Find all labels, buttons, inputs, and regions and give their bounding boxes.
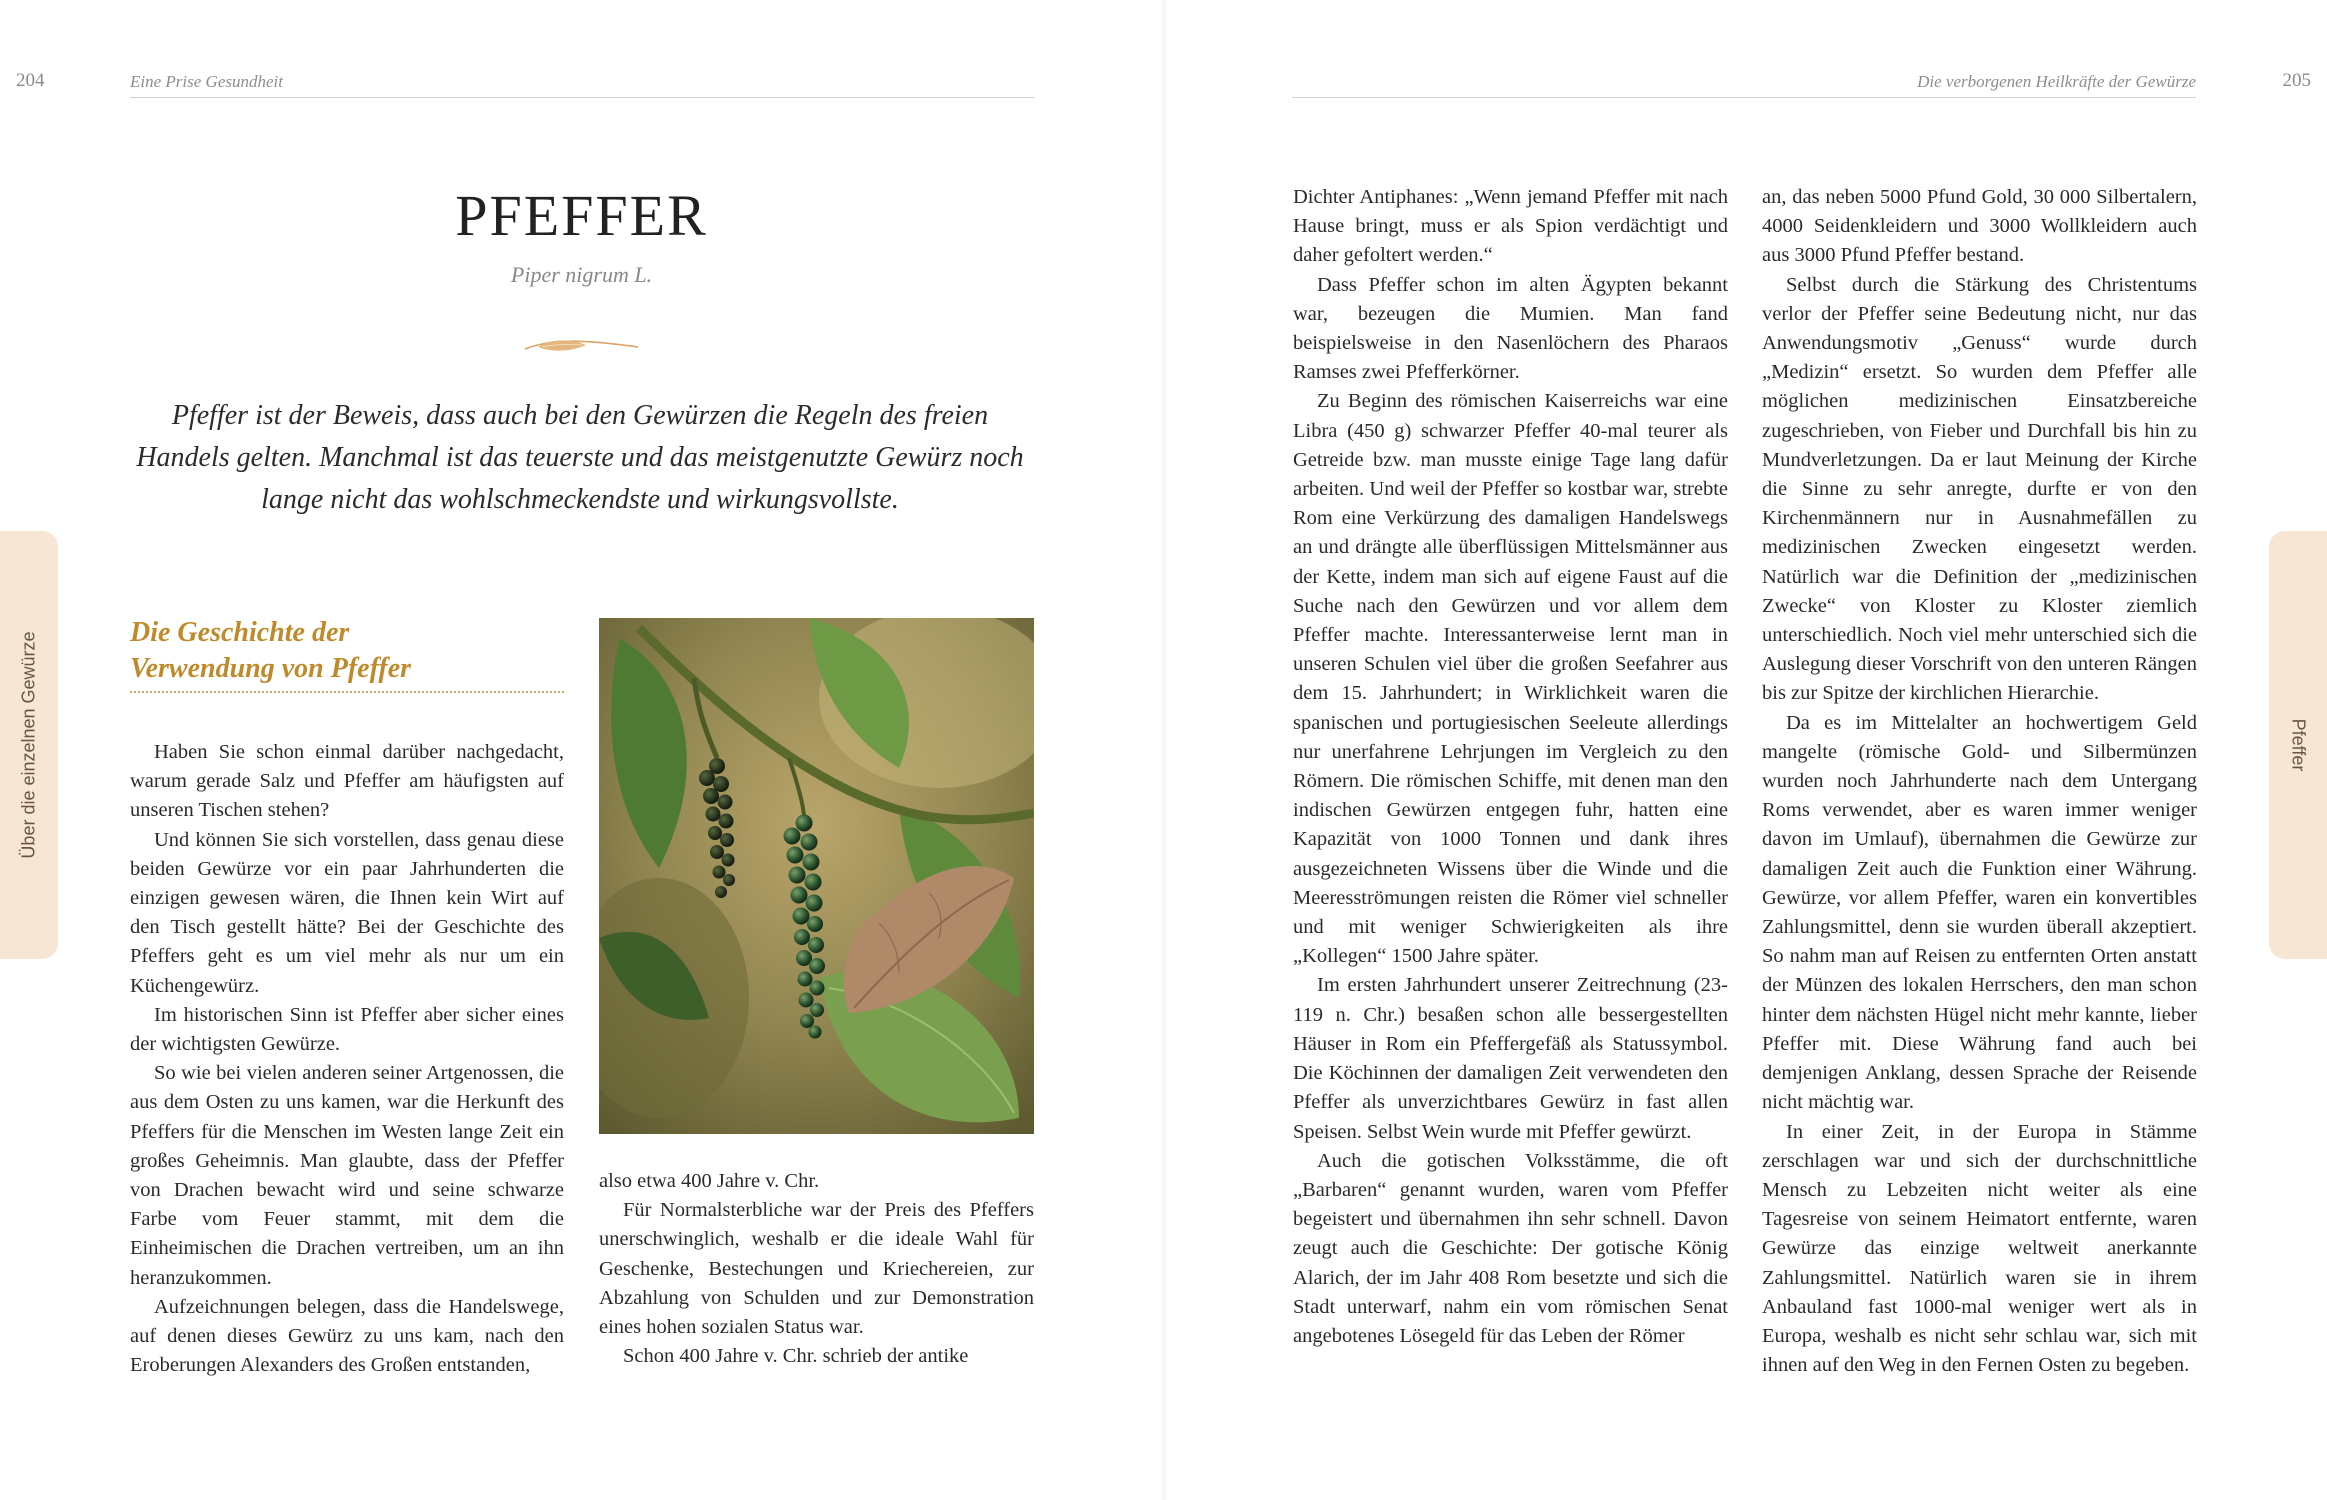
- paragraph: Haben Sie schon einmal darüber nachgedacht, warum gerade Salz und Pfeffer am häufigsten auf unseren Tischen stehen?: [130, 741, 564, 822]
- paragraph: Für Normalsterbliche war der Preis des Pfeffers unerschwinglich, weshalb er die ideale Wahl für Geschenke, Bestechungen und Kriechereien, zur Abzahlung von Schulden und zur Demonstration eines hohen sozialen Status war.: [599, 1199, 1034, 1339]
- right-side-tab[interactable]: [2269, 531, 2327, 959]
- right-column-1: [1293, 183, 1728, 1351]
- page-title: PFEFFER: [455, 183, 708, 248]
- paragraph: Schon 400 Jahre v. Chr. schrieb der antike: [623, 1345, 969, 1368]
- botanical-name: Piper nigrum L.: [510, 262, 653, 287]
- paragraph: Auch die gotischen Volksstämme, die oft „Barbaren“ genannt wurden, waren vom Pfeffer begeistert und übernahmen ihn sehr schnell. Davon zeugt auch die Geschichte: Der gotische König Alarich, der im Jahr 408 Rom besetzte und sich die Stadt unterwarf, nahm ein vom römischen Senat angebotenes Lösegeld für das Leben der Römer: [1293, 1149, 1728, 1347]
- left-page: [0, 0, 1163, 1500]
- right-page: [1164, 0, 2327, 1500]
- right-running-head: Die verborgenen Heilkräfte der Gewürze: [1917, 72, 2196, 91]
- left-page-number: 204: [16, 70, 45, 91]
- right-header-rule: [1292, 97, 2196, 98]
- paragraph: Aufzeichnungen belegen, dass die Handelswege, auf denen dieses Gewürz zu uns kam, nach den Eroberungen Alexanders des Großen entstanden,: [130, 1295, 564, 1377]
- intro-lead: Pfeffer ist der Beweis, dass auch bei den Gewürzen die Regeln des freien Handels gelten. Manchmal ist das teuerste und das meistgenutzte Gewürz noch lange nicht das wohlschmeckendste und wirkungsvollste.: [136, 400, 1024, 515]
- left-side-tab[interactable]: [0, 531, 58, 959]
- paragraph: In einer Zeit, in der Europa in Stämme zerschlagen war und sich der durchschnittliche Mensch zu Lebzeiten nicht weiter als eine Tagesreise von seinem Heimatort entfernte, waren Gewürze das einzige weltweit anerkannte Zahlungsmittel. Natürlich waren sie in ihrem Anbauland fast 1000-mal weniger wert als in Europa, weshalb es nicht sehr schlau war, sich mit ihnen auf den Weg in den Fernen Osten zu begeben.: [1762, 1120, 2197, 1377]
- section-heading: [130, 615, 560, 687]
- paragraph: Zu Beginn des römischen Kaiserreichs war eine Libra (450 g) schwarzer Pfeffer 40-mal teurer als Getreide bzw. man musste einige Tage lang dafür arbeiten. Und weil der Pfeffer so kostbar war, strebte Rom eine Verkürzung des damaligen Handelswegs an und drängte alle überflüssigen Mittelsmänner aus der Kette, indem man sich auf eigene Faust auf die Suche nach den Gewürzen und vor allem dem Pfeffer machte. Interessanterweise lernt man in unseren Schulen viel über die großen Seefahrer aus dem 15. Jahrhundert; in Wirklichkeit waren die spanischen und portugiesischen Seeleute allerdings nur unerfahrene Lehrjungen im Vergleich zu den Römern. Die römischen Schiffe, mit denen man den indischen Gewürzen entgegen fuhr, hatten eine Kapazität von 1000 Tonnen und dank ihres ausgezeichneten Wissens über die Winde und die Meeresströmungen reisten die Römer viel schneller und mit weniger Schwierigkeiten als ihre „Kollegen“ 1500 Jahre später.: [1293, 390, 1728, 968]
- section-dotted-rule: [130, 691, 564, 693]
- paragraph: Im ersten Jahrhundert unserer Zeitrechnung (23-119 n. Chr.) besaßen schon alle bessergestellten Häuser in Rom ein Pfeffergefäß als Statussymbol. Die Köchinnen der damaligen Zeit verwendeten den Pfeffer als unverzichtbares Gewürz in fast allen Speisen. Selbst Wein wurde mit Pfeffer gewürzt.: [1293, 974, 1728, 1143]
- paragraph: Selbst durch die Stärkung des Christentums verlor der Pfeffer seine Bedeutung nicht, nur das Anwendungsmotiv „Genuss“ wurde durch „Medizin“ ersetzt. So wurden dem Pfeffer alle möglichen medizinischen Einsatzbereiche zugeschrieben, von Fieber und Durchfall bis hin zu Mundverletzungen. Da er laut Meinung der Kirche die Sinne zu sehr anregte, durfte er von den Kirchenmännern nur in Ausnahmefällen zu medizinischen Zwecken eingesetzt werden. Natürlich war die Definition der „medizinischen Zwecke“ von Kloster zu Kloster ziemlich unterschiedlich. Noch viel mehr unterschied sich die Auslegung dieser Vorschrift von den unteren Rängen bis zur Spitze der kirchlichen Hierarchie.: [1762, 273, 2197, 705]
- left-column-2: [599, 1167, 1034, 1371]
- paragraph: Dichter Antiphanes: „Wenn jemand Pfeffer mit nach Hause bringt, muss er als Spion verdächtigt und daher gefoltert werden.“: [1293, 186, 1728, 267]
- paragraph: Im historischen Sinn ist Pfeffer aber sicher eines der wichtigsten Gewürze.: [130, 1003, 564, 1056]
- right-side-tab-label: Pfeffer: [2288, 718, 2309, 772]
- leaf-ornament-icon: [520, 335, 640, 359]
- paragraph: Dass Pfeffer schon im alten Ägypten bekannt war, bezeugen die Mumien. Man fand beispielsweise in den Nasenlöchern des Pharaos Ramses zwei Pfefferkörner.: [1293, 273, 1728, 384]
- left-header-rule: [130, 97, 1034, 98]
- left-running-head: Eine Prise Gesundheit: [130, 72, 283, 91]
- left-side-tab-label: Über die einzelnen Gewürze: [18, 631, 39, 859]
- paragraph: Da es im Mittelalter an hochwertigem Geld mangelte (römische Gold- und Silbermünzen wurden noch Jahrhunderte nach dem Untergang Roms verwendet, aber es waren immer weniger davon im Umlauf), übernahmen die Gewürze zur damaligen Zeit auch die Funktion einer Währung. Gewürze, vor allem Pfeffer, waren ein konvertibles Zahlungsmittel, denn sie wurden überall akzeptiert. So nahm man auf Reisen zu entfernten Orten anstatt der Münzen des lokalen Herrschers, den man schon hinter dem nächsten Hügel nicht mehr kannte, lieber Pfeffer mit. Diese Währung fand auch bei demjenigen Anklang, dessen Sprache der Reisende nicht mächtig war.: [1762, 711, 2197, 1114]
- peppercorn-vine-photo: [599, 618, 1034, 1134]
- paragraph: an, das neben 5000 Pfund Gold, 30 000 Silbertalern, 4000 Seidenkleidern und 3000 Wollkleidern auch aus 3000 Pfund Pfeffer bestand.: [1762, 186, 2197, 267]
- paragraph: So wie bei vielen anderen seiner Artgenossen, die aus dem Osten zu uns kamen, war die Herkunft des Pfeffers für die Menschen im Westen lange Zeit ein großes Geheimnis. Man glaubte, dass der Pfeffer von Drachen bewacht wird und seine schwarze Farbe vom Feuer stammt, mit dem die Einheimischen die Drachen vertreiben, um an ihn heranzukommen.: [130, 1062, 564, 1289]
- section-heading-line-1: Die Geschichte der: [130, 617, 350, 648]
- left-column-1: [130, 738, 564, 1380]
- paragraph: also etwa 400 Jahre v. Chr.: [599, 1170, 820, 1192]
- paragraph: Und können Sie sich vorstellen, dass genau diese beiden Gewürze vor ein paar Jahrhunderten die einzigen gewesen wären, die Ihnen kein Wirt auf den Tisch gestellt hätte? Bei der Geschichte des Pfeffers geht es um viel mehr als nur um ein Küchengewürz.: [130, 828, 564, 997]
- section-heading-line-2: Verwendung von Pfeffer: [130, 653, 412, 684]
- right-column-2: [1762, 183, 2197, 1380]
- right-page-number: 205: [2282, 70, 2311, 91]
